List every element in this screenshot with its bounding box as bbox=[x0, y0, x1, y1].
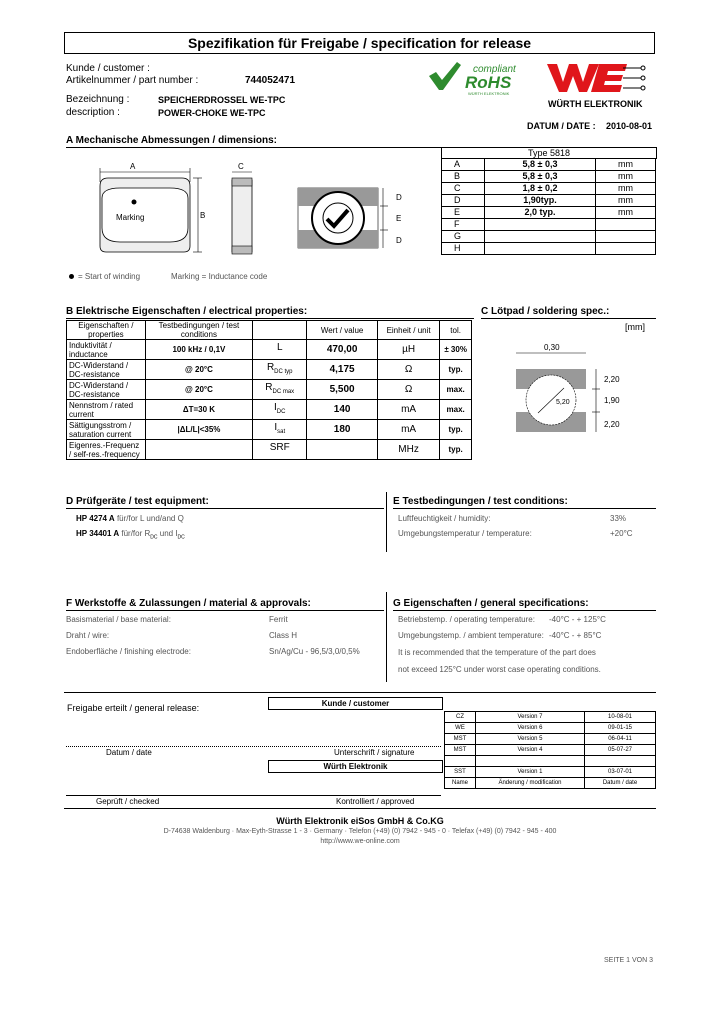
spec-label: Betriebstemp. / operating temperature: bbox=[398, 615, 535, 624]
customer-box: Kunde / customer bbox=[268, 697, 443, 710]
material-value: Sn/Ag/Cu - 96,5/3,0/0,5% bbox=[269, 647, 360, 656]
dim-value bbox=[485, 219, 596, 231]
winding-dot-icon bbox=[69, 274, 74, 279]
revision-table bbox=[444, 711, 656, 789]
dim-unit: mm bbox=[596, 207, 656, 219]
date-value: 2010-08-01 bbox=[606, 121, 653, 131]
pad-unit: [mm] bbox=[625, 322, 645, 332]
el-condition: @ 20°C bbox=[145, 380, 252, 400]
section-c-title: C Lötpad / soldering spec.: bbox=[481, 306, 656, 319]
date-signature-label: Datum / date bbox=[106, 748, 152, 757]
rev-change bbox=[476, 756, 585, 767]
rev-date: 03-07-01 bbox=[585, 767, 656, 778]
legend-winding: = Start of winding bbox=[78, 272, 141, 281]
section-b-title: B Elektrische Eigenschaften / electrical properties: bbox=[66, 306, 474, 319]
rohs-compliant-text: compliant bbox=[473, 64, 516, 75]
revision-row bbox=[445, 734, 656, 745]
dim-unit bbox=[596, 243, 656, 255]
electrical-row bbox=[67, 440, 472, 460]
dim-letter: D bbox=[442, 195, 485, 207]
rev-header-change: Änderung / modification bbox=[476, 778, 585, 789]
dimension-row bbox=[442, 195, 656, 207]
spec-label: Umgebungstemp. / ambient temperature: bbox=[398, 631, 544, 640]
part-number: 744052471 bbox=[245, 75, 296, 86]
we-company-name: WÜRTH ELEKTRONIK bbox=[548, 99, 643, 109]
dimension-row bbox=[442, 219, 656, 231]
dimension-row bbox=[442, 183, 656, 195]
el-tolerance: typ. bbox=[440, 360, 472, 380]
electrical-row bbox=[67, 360, 472, 380]
description-value: POWER-CHOKE WE-TPC bbox=[158, 108, 266, 118]
dim-letter: F bbox=[442, 219, 485, 231]
rohs-text: RoHS bbox=[465, 73, 512, 92]
el-property: Sättigungsstrom / saturation current bbox=[67, 420, 146, 440]
rev-date: 06-04-11 bbox=[585, 734, 656, 745]
el-value: 4,175 bbox=[307, 360, 378, 380]
pad-dim-top: 0,30 bbox=[544, 343, 560, 352]
electrical-row bbox=[67, 380, 472, 400]
el-symbol: $I_{DC}$ bbox=[253, 400, 307, 420]
designation-value: SPEICHERDROSSEL WE-TPC bbox=[158, 95, 286, 105]
dimension-row bbox=[442, 159, 656, 171]
electrical-table bbox=[66, 320, 472, 460]
test-condition-label: Luftfeuchtigkeit / humidity: bbox=[398, 514, 491, 523]
designation-label: Bezeichnung : bbox=[66, 94, 130, 105]
dim-unit: mm bbox=[596, 159, 656, 171]
date-label: DATUM / DATE : bbox=[527, 121, 596, 131]
el-value: 5,500 bbox=[307, 380, 378, 400]
dim-label-c: C bbox=[238, 162, 244, 171]
el-tolerance: max. bbox=[440, 380, 472, 400]
el-condition: |ΔL/L|<35% bbox=[145, 420, 252, 440]
el-symbol: L bbox=[253, 340, 307, 360]
spec-note-2: not exceed 125°C under worst case operating conditions. bbox=[398, 665, 601, 674]
rev-name: WE bbox=[445, 723, 476, 734]
dim-unit bbox=[596, 219, 656, 231]
electrical-row bbox=[67, 420, 472, 440]
electrical-header: Einheit / unit bbox=[377, 321, 439, 340]
el-unit: mA bbox=[377, 400, 439, 420]
revision-row bbox=[445, 745, 656, 756]
dim-letter: C bbox=[442, 183, 485, 195]
page-title: Spezifikation für Freigabe / specification for release bbox=[64, 32, 655, 54]
rev-header-name: Name bbox=[445, 778, 476, 789]
revision-header bbox=[445, 778, 656, 789]
dimension-row bbox=[442, 171, 656, 183]
pad-dim-3: 2,20 bbox=[604, 420, 620, 429]
revision-row bbox=[445, 712, 656, 723]
el-property: Nennstrom / rated current bbox=[67, 400, 146, 420]
dimension-row bbox=[442, 243, 656, 255]
rev-date: 05-07-27 bbox=[585, 745, 656, 756]
section-a-title: A Mechanische Abmessungen / dimensions: bbox=[66, 135, 656, 148]
revision-row bbox=[445, 767, 656, 778]
section-f-title: F Werkstoffe & Zulassungen / material & approvals: bbox=[66, 598, 384, 611]
dim-value: 1,8 ± 0,2 bbox=[485, 183, 596, 195]
material-value: Ferrit bbox=[269, 615, 288, 624]
rev-change: Version 4 bbox=[476, 745, 585, 756]
material-label: Basismaterial / base material: bbox=[66, 615, 171, 624]
we-logo bbox=[545, 60, 650, 96]
el-property: Eigenres.-Frequenz / self-res.-frequency bbox=[67, 440, 146, 460]
dimension-row bbox=[442, 231, 656, 243]
we-logo-icon bbox=[545, 60, 650, 96]
dim-letter: A bbox=[442, 159, 485, 171]
footer-url[interactable]: http://www.we-online.com bbox=[320, 838, 400, 845]
rev-name: CZ bbox=[445, 712, 476, 723]
dim-label-e: E bbox=[396, 214, 402, 223]
page-number: SEITE 1 VON 3 bbox=[604, 957, 654, 964]
dim-value: 2,0 typ. bbox=[485, 207, 596, 219]
footer-company: Würth Elektronik eiSos GmbH & Co.KG bbox=[276, 816, 444, 826]
description-label: description : bbox=[66, 107, 120, 118]
rev-name: MST bbox=[445, 745, 476, 756]
revision-row bbox=[445, 756, 656, 767]
section-d-title: D Prüfgeräte / test equipment: bbox=[66, 496, 384, 509]
spec-value: -40°C - + 125°C bbox=[549, 615, 606, 624]
release-label: Freigabe erteilt / general release: bbox=[67, 703, 200, 713]
dim-letter: E bbox=[442, 207, 485, 219]
dim-unit: mm bbox=[596, 195, 656, 207]
el-value: 140 bbox=[307, 400, 378, 420]
section-g-title: G Eigenschaften / general specifications: bbox=[393, 598, 656, 611]
pad-dim-diameter: 5,20 bbox=[556, 399, 570, 406]
legend-marking: Marking = Inductance code bbox=[171, 272, 268, 281]
dim-value: 5,8 ± 0,3 bbox=[485, 159, 596, 171]
rev-date: 09-01-15 bbox=[585, 723, 656, 734]
test-condition-value: 33% bbox=[610, 514, 627, 523]
el-unit: mA bbox=[377, 420, 439, 440]
dim-letter: H bbox=[442, 243, 485, 255]
el-unit: MHz bbox=[377, 440, 439, 460]
el-unit: Ω bbox=[377, 360, 439, 380]
electrical-header bbox=[253, 321, 307, 340]
pad-dim-2: 1,90 bbox=[604, 396, 620, 405]
test-condition-value: +20°C bbox=[610, 529, 633, 538]
el-value: 180 bbox=[307, 420, 378, 440]
dim-value bbox=[485, 231, 596, 243]
rev-change: Version 6 bbox=[476, 723, 585, 734]
dim-label-d: D bbox=[396, 193, 402, 202]
footer-address: D-74638 Waldenburg · Max-Eyth-Strasse 1 - 3 · Germany · Telefon (+49) (0) 7942 - 945 - 0 · Telefax (+49) (0) 7942 - 945 - 400 bbox=[163, 828, 557, 835]
el-tolerance: typ. bbox=[440, 440, 472, 460]
el-tolerance: max. bbox=[440, 400, 472, 420]
signature-label: Unterschrift / signature bbox=[334, 748, 415, 757]
electrical-header: Testbedingungen / test conditions bbox=[145, 321, 252, 340]
dimension-drawing bbox=[90, 158, 420, 258]
el-condition: @ 20°C bbox=[145, 360, 252, 380]
el-condition: ΔT=30 K bbox=[145, 400, 252, 420]
el-tolerance: ± 30% bbox=[440, 340, 472, 360]
test-condition-label: Umgebungstemperatur / temperature: bbox=[398, 529, 532, 538]
el-condition bbox=[145, 440, 252, 460]
dim-letter: G bbox=[442, 231, 485, 243]
dim-label-b: B bbox=[200, 211, 206, 220]
electrical-header: tol. bbox=[440, 321, 472, 340]
equipment-line-1: HP 4274 A für/for L und/and Q bbox=[76, 514, 184, 523]
el-symbol: $R_{DC typ}$ bbox=[253, 360, 307, 380]
el-property: DC-Widerstand / DC-resistance bbox=[67, 360, 146, 380]
rev-date bbox=[585, 756, 656, 767]
checked-label: Geprüft / checked bbox=[96, 797, 160, 806]
pad-dim-1: 2,20 bbox=[604, 375, 620, 384]
el-property: DC-Widerstand / DC-resistance bbox=[67, 380, 146, 400]
el-unit: Ω bbox=[377, 380, 439, 400]
dimension-table bbox=[441, 158, 656, 255]
dim-value: 5,8 ± 0,3 bbox=[485, 171, 596, 183]
dim-unit: mm bbox=[596, 183, 656, 195]
dim-letter: B bbox=[442, 171, 485, 183]
el-symbol: $I_{sat}$ bbox=[253, 420, 307, 440]
electrical-header: Wert / value bbox=[307, 321, 378, 340]
rev-name bbox=[445, 756, 476, 767]
dim-value: 1,90typ. bbox=[485, 195, 596, 207]
el-value bbox=[307, 440, 378, 460]
dimension-row bbox=[442, 207, 656, 219]
rev-change: Version 1 bbox=[476, 767, 585, 778]
rohs-logo bbox=[427, 60, 539, 94]
dim-unit bbox=[596, 231, 656, 243]
dim-unit: mm bbox=[596, 171, 656, 183]
solder-pad-drawing bbox=[500, 338, 656, 438]
rohs-logo-sub: WÜRTH ELEKTRONIK bbox=[468, 91, 510, 96]
part-number-label: Artikelnummer / part number : bbox=[66, 75, 199, 86]
rohs-checkmark-icon bbox=[427, 60, 539, 94]
we-box: Würth Elektronik bbox=[268, 760, 443, 773]
electrical-row bbox=[67, 400, 472, 420]
dim-value bbox=[485, 243, 596, 255]
material-label: Draht / wire: bbox=[66, 631, 110, 640]
marking-text: Marking bbox=[116, 213, 145, 222]
rev-date: 10-08-01 bbox=[585, 712, 656, 723]
el-tolerance: typ. bbox=[440, 420, 472, 440]
equipment-line-2: HP 34401 A für/for $R_{DC}$ und $I_{DC}$ bbox=[76, 529, 185, 541]
spec-value: -40°C - + 85°C bbox=[549, 631, 602, 640]
material-label: Endoberfläche / finishing electrode: bbox=[66, 647, 191, 656]
customer-label: Kunde / customer : bbox=[66, 63, 150, 74]
el-property: Induktivität / inductance bbox=[67, 340, 146, 360]
approved-label: Kontrolliert / approved bbox=[336, 797, 415, 806]
rev-name: MST bbox=[445, 734, 476, 745]
section-e-title: E Testbedingungen / test conditions: bbox=[393, 496, 656, 509]
el-condition: 100 kHz / 0,1V bbox=[145, 340, 252, 360]
rev-change: Version 7 bbox=[476, 712, 585, 723]
rev-name: SST bbox=[445, 767, 476, 778]
material-value: Class H bbox=[269, 631, 298, 640]
spec-note-1: It is recommended that the temperature of the part does bbox=[398, 648, 596, 657]
el-symbol: SRF bbox=[253, 440, 307, 460]
el-unit: µH bbox=[377, 340, 439, 360]
rev-header-date: Datum / date bbox=[585, 778, 656, 789]
type-label: Type 5818 bbox=[441, 147, 657, 159]
rev-change: Version 5 bbox=[476, 734, 585, 745]
el-symbol: $R_{DC max}$ bbox=[253, 380, 307, 400]
electrical-header: Eigenschaften / properties bbox=[67, 321, 146, 340]
revision-row bbox=[445, 723, 656, 734]
el-value: 470,00 bbox=[307, 340, 378, 360]
dim-label-a: A bbox=[130, 162, 136, 171]
dim-label-d2: D bbox=[396, 236, 402, 245]
electrical-row bbox=[67, 340, 472, 360]
